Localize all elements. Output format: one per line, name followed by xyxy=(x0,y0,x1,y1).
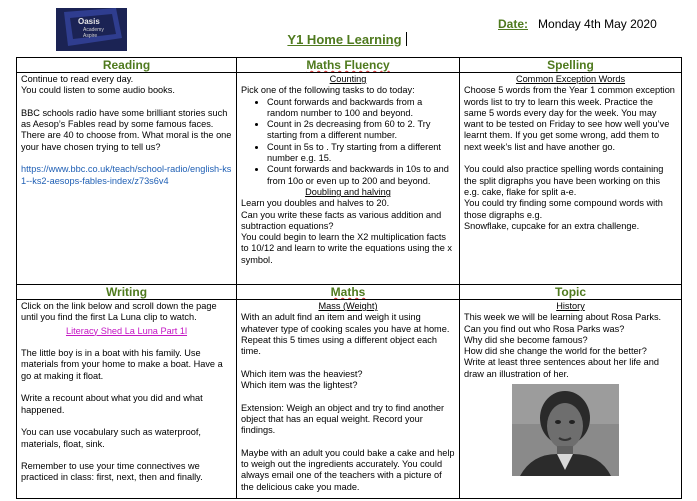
topic-heading: Topic xyxy=(460,285,682,300)
reading-p1: Continue to read every day. xyxy=(21,74,134,84)
reading-p4: There are 40 to choose from. What moral is the one your have chosen trying to tell us? xyxy=(21,130,232,152)
maths-p4: Extension: Weigh an object and try to find another object that has an equal weight. Record your findings. xyxy=(241,402,445,436)
date-line xyxy=(498,17,657,31)
mass-subheading: Mass (Weight) xyxy=(318,301,378,311)
date-value: Monday 4th May 2020 xyxy=(538,17,657,31)
spelling-p3: You could try finding some compound words with those digraphs e.g. xyxy=(464,198,663,220)
topic-p1: This week we will be learning about Rosa Parks. xyxy=(464,312,662,323)
reading-p2: You could listen to some audio books. xyxy=(21,85,175,96)
maths-p2: Which item was the heaviest? xyxy=(241,368,363,379)
reading-cell xyxy=(17,73,237,285)
logo-word-2: Academy xyxy=(83,27,104,33)
school-logo xyxy=(56,8,127,51)
page-title xyxy=(262,32,432,47)
maths-heading-text: Maths xyxy=(330,285,366,299)
topic-p3: Why did she become famous? xyxy=(464,334,588,345)
topic-cell xyxy=(460,300,682,499)
rosa-parks-photo xyxy=(512,384,619,476)
maths-cell xyxy=(237,300,460,499)
counting-list xyxy=(241,97,455,187)
learning-grid xyxy=(16,57,682,499)
fluency-p1: Learn you doubles and halves to 20. xyxy=(241,198,390,209)
page-title-text: Y1 Home Learning xyxy=(287,32,402,47)
maths-fluency-cell xyxy=(237,73,460,285)
writing-cell xyxy=(17,300,237,499)
writing-p2: The little boy is in a boat with his family. Use materials from your home to make a boat. Have a go at making it float. xyxy=(21,348,223,381)
maths-p5: Maybe with an adult you could bake a cake and help to weigh out the ingredients accurately. You could always email one of the teachers with a picture of the delicious cake you made. xyxy=(241,447,455,492)
topic-p5: Write at least three sentences about her life and draw an illustration of her. xyxy=(464,357,659,379)
list-item: • Count in 5s to . Try starting from a different number e.g. 15. xyxy=(267,142,455,165)
date-label: Date: xyxy=(498,17,529,31)
maths-heading xyxy=(237,285,460,300)
reading-p3: BBC schools radio have some brilliant stories such as Aesop’s Fables read by some famous faces. xyxy=(21,107,228,130)
reading-heading: Reading xyxy=(17,58,237,73)
list-item: • Count in 2s decreasing from 60 to 2. Try starting from a different number. xyxy=(267,119,455,142)
bbc-link[interactable]: https://www.bbc.co.uk/teach/school-radio/english-ks1--ks2-aesops-fables-index/z73s6v4 xyxy=(21,164,232,186)
maths-p3: Which item was the lightest? xyxy=(241,380,358,391)
writing-p3: Write a recount about what you did and what happened. xyxy=(21,393,203,415)
doubling-subheading: Doubling and halving xyxy=(305,186,391,197)
fluency-p3: You could begin to learn the X2 multiplication facts to 10/12 and learn to write the equations using the x symbol. xyxy=(241,232,452,265)
writing-heading: Writing xyxy=(17,285,237,300)
maths-fluency-heading-text: Maths Fluency xyxy=(306,58,390,72)
writing-p5: Remember to use your time connectives we practiced in class: first, next, then and finally. xyxy=(21,461,203,483)
fluency-p2: Can you write these facts as various addition and subtraction equations? xyxy=(241,209,442,231)
writing-p1: Click on the link below and scroll down the page until you find the first La Luna clip to watch. xyxy=(21,301,217,323)
spelling-p1: Choose 5 words from the Year 1 common exception words list to try to learn this week. Practice the same 5 words every day for the week. You may want to be tested on Friday to see how well you’ve learnt them. If you get some wrong, add them to next week’s list and have another go. xyxy=(464,85,675,152)
writing-p4: You can use vocabulary such as waterproof, materials, float, sink. xyxy=(21,427,201,449)
la-luna-link[interactable]: Literacy Shed La Luna Part 1l xyxy=(65,325,188,336)
topic-p4: How did she change the world for the better? xyxy=(464,346,647,357)
logo-word-3: Aspire xyxy=(83,33,98,39)
spelling-heading: Spelling xyxy=(460,58,682,73)
list-item: • Count forwards and backwards in 10s to and from 10o or even up to 200 and beyond. xyxy=(267,164,455,187)
spelling-subheading: Common Exception Words xyxy=(515,74,626,84)
spelling-p2: You could also practice spelling words containing the split digraphs you have been working on this e.g. cake, flake for split a-e. xyxy=(464,164,664,197)
maths-fluency-heading xyxy=(237,58,460,73)
list-item: • Count forwards and backwards from a random number to 100 and beyond. xyxy=(267,97,455,120)
counting-subheading: Counting xyxy=(329,74,367,84)
history-subheading: History xyxy=(556,301,585,311)
spelling-p4: Snowflake, cupcake for an extra challenge. xyxy=(464,220,640,231)
fluency-intro: Pick one of the following tasks to do today: xyxy=(241,85,415,96)
maths-p1: With an adult find an item and weigh it using whatever type of cooking scales you have at home. Repeat this 5 times using a different object each time. xyxy=(241,312,450,357)
spelling-cell xyxy=(460,73,682,285)
text-cursor xyxy=(406,32,407,46)
topic-p2: Can you find out who Rosa Parks was? xyxy=(464,323,625,334)
logo-word-1: Oasis xyxy=(78,17,100,26)
